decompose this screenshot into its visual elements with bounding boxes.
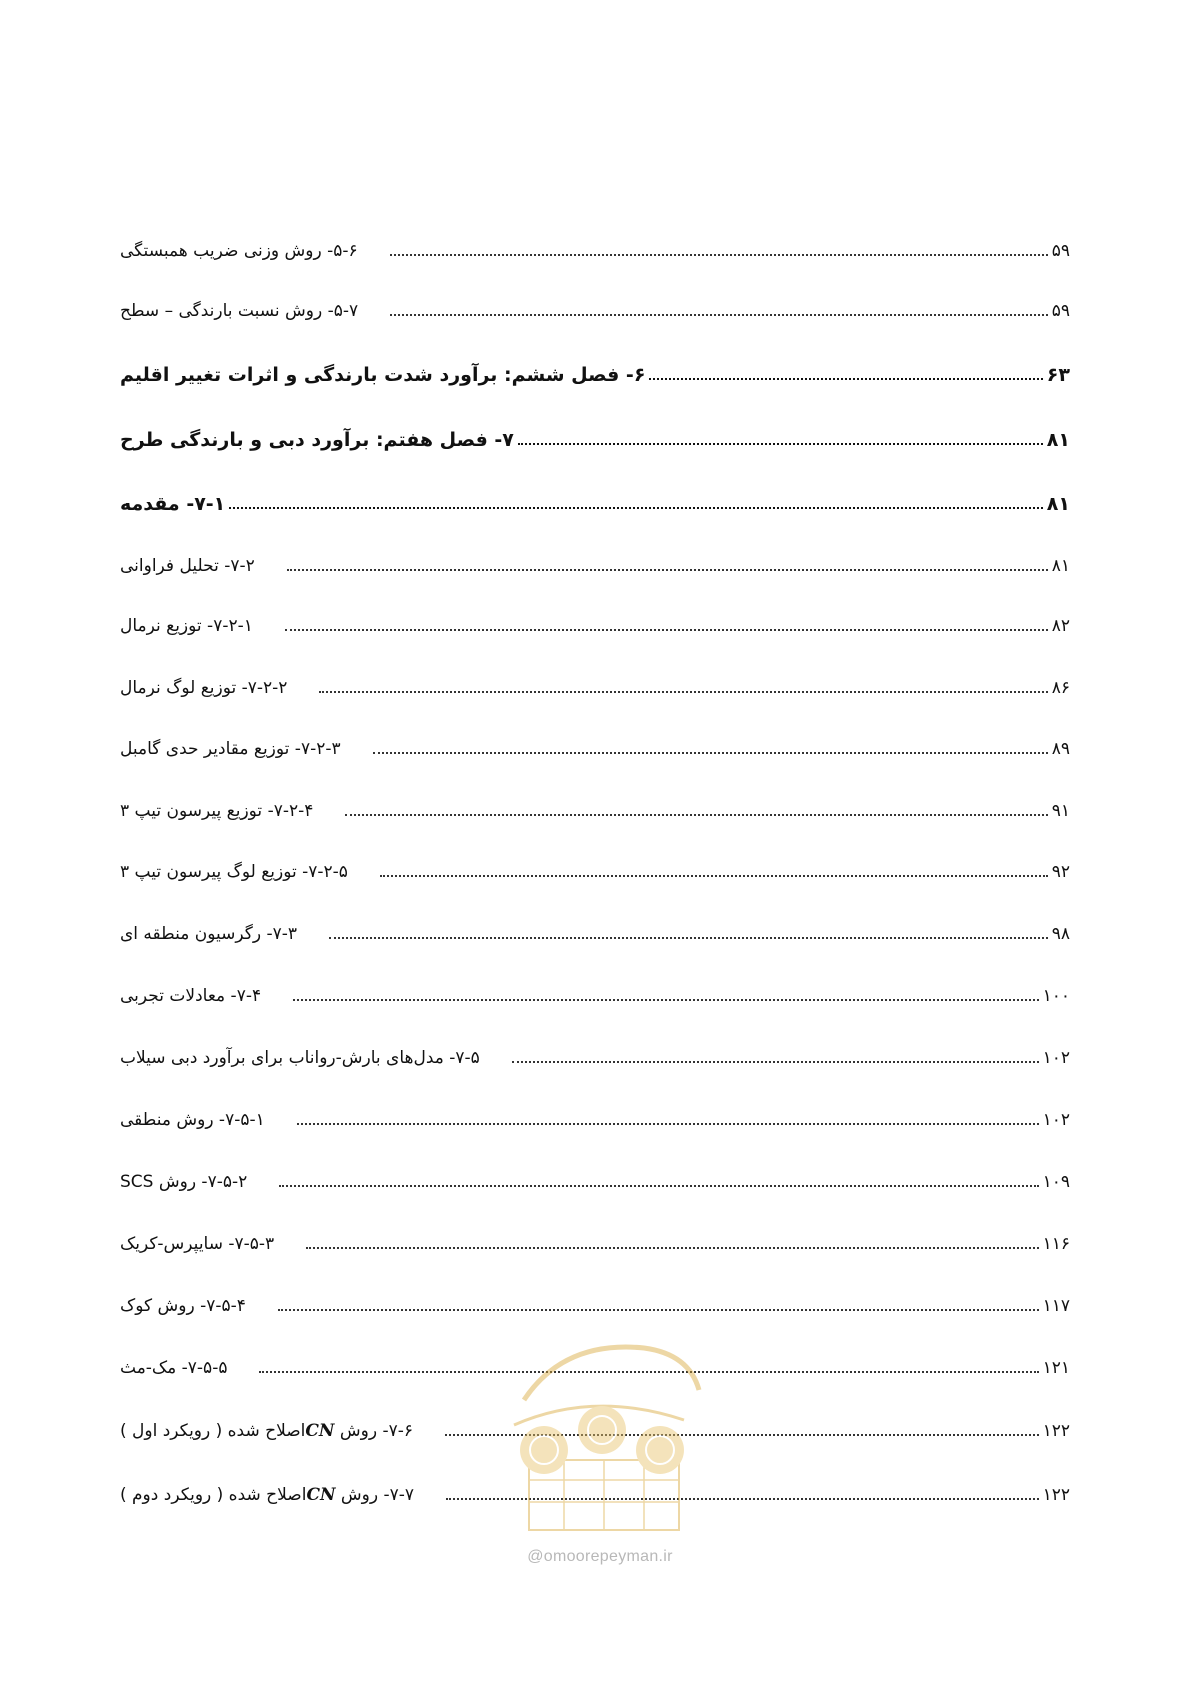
toc-entry-page: ۱۰۹ (1042, 1172, 1070, 1192)
toc-entry-page: ۸۲ (1051, 616, 1070, 636)
toc-entry[interactable] (118, 282, 1070, 322)
toc-entry-page: ۱۱۶ (1042, 1234, 1070, 1254)
dot-leader (306, 1247, 1038, 1249)
toc-entry-page: ۱۰۰ (1042, 986, 1070, 1006)
toc-entry[interactable] (118, 597, 1070, 637)
toc-entry-title: ۷-۲- تحلیل فراوانی (120, 556, 255, 576)
dot-leader (287, 569, 1048, 571)
dot-leader (285, 629, 1048, 631)
toc-entry-page: ۱۲۲ (1042, 1485, 1070, 1505)
toc-entry-title: ۷-۴- معادلات تجربی (120, 986, 262, 1006)
toc-entry[interactable] (118, 537, 1070, 577)
dot-leader (373, 752, 1048, 754)
toc-entry-page: ۱۲۲ (1042, 1421, 1070, 1441)
toc-entry[interactable] (118, 905, 1070, 945)
toc-entry-page: ۹۲ (1051, 862, 1070, 882)
toc-entry-title: ۷-۵-۲- روش SCS (120, 1172, 248, 1192)
toc-entry[interactable] (118, 967, 1070, 1007)
toc-entry-title: ۷- فصل هفتم: برآورد دبی و بارندگی طرح (120, 429, 514, 451)
toc-entry-title: ۷-۲-۳- توزیع مقادیر حدی گامبل (120, 739, 341, 759)
dot-leader (279, 1185, 1038, 1187)
dot-leader (390, 314, 1048, 316)
toc-entry-page: ۵۹ (1051, 301, 1070, 321)
toc-entry-chapter[interactable] (118, 346, 1070, 386)
toc-entry-page: ۱۰۲ (1042, 1048, 1070, 1068)
toc-entry-page: ۵۹ (1051, 241, 1070, 261)
toc-entry-title: ۶- فصل ششم: برآورد شدت بارندگی و اثرات تغییر اقلیم (120, 364, 646, 386)
toc-entry-title: ۷-۵- مدل‌های بارش-رواناب برای برآورد دبی سیلاب (120, 1048, 480, 1068)
toc-entry-page: ۸۶ (1051, 678, 1070, 698)
toc-entry-title: ۷-۷- روش CNاصلاح شده ( رویکرد دوم ) (120, 1485, 415, 1505)
toc-entry[interactable] (118, 1215, 1070, 1255)
watermark-logo (484, 1330, 719, 1540)
dot-leader (649, 378, 1042, 380)
toc-entry[interactable] (118, 843, 1070, 883)
toc-entry[interactable] (118, 1091, 1070, 1131)
toc-entry-page: ۸۱ (1051, 556, 1070, 576)
toc-entry[interactable] (118, 720, 1070, 760)
toc-entry-title: ۷-۲-۱- توزیع نرمال (120, 616, 253, 636)
toc-entry-title: ۷-۵-۳- سایپرس-کریک (120, 1234, 275, 1254)
watermark-url: @omoorepeyman.ir (527, 1548, 673, 1565)
toc-entry-title: ۷-۲-۵- توزیع لوگ پیرسون تیپ ۳ (120, 862, 348, 882)
toc-entry[interactable] (118, 222, 1070, 262)
toc-entry-title: ۷-۲-۲- توزیع لوگ نرمال (120, 678, 288, 698)
toc-entry-page: ۹۱ (1051, 801, 1070, 821)
toc-entry-page: ۸۹ (1051, 739, 1070, 759)
toc-entry[interactable] (118, 1153, 1070, 1193)
dot-leader (293, 999, 1039, 1001)
toc-entry-chapter[interactable] (118, 411, 1070, 451)
toc-entry[interactable] (118, 1029, 1070, 1069)
toc-entry-title: ۷-۵-۴- روش کوک (120, 1296, 246, 1316)
toc-entry[interactable] (118, 1277, 1070, 1317)
toc-entry-title: ۷-۵-۵- مک-مث (120, 1358, 228, 1378)
toc-entry-title: ۵-۶- روش وزنی ضریب همبستگی (120, 241, 358, 261)
dot-leader (380, 875, 1048, 877)
toc-entry-title: ۷-۲-۴- توزیع پیرسون تیپ ۳ (120, 801, 314, 821)
toc-entry-title: ۵-۷- روش نسبت بارندگی – سطح (120, 301, 359, 321)
dot-leader (390, 254, 1048, 256)
dot-leader (345, 814, 1047, 816)
toc-entry-page: ۸۱ (1046, 429, 1070, 451)
toc-entry[interactable] (118, 782, 1070, 822)
toc-entry-page: ۱۰۲ (1042, 1110, 1070, 1130)
toc-entry-title: ۷-۵-۱- روش منطقی (120, 1110, 265, 1130)
toc-entry-page: ۱۲۱ (1042, 1358, 1070, 1378)
toc-entry-page: ۱۱۷ (1042, 1296, 1070, 1316)
toc-entry-section[interactable] (118, 475, 1070, 515)
dot-leader (278, 1309, 1039, 1311)
toc-entry-title: ۷-۱- مقدمه (120, 493, 226, 515)
dot-leader (512, 1061, 1039, 1063)
toc-entry[interactable] (118, 659, 1070, 699)
toc-entry-title: ۷-۶- روش CNاصلاح شده ( رویکرد اول ) (120, 1421, 414, 1441)
dot-leader (319, 691, 1047, 693)
dot-leader (518, 443, 1043, 445)
dot-leader (229, 507, 1043, 509)
dot-leader (329, 937, 1048, 939)
toc-entry-title: ۷-۳- رگرسیون منطقه ای (120, 924, 297, 944)
dot-leader (297, 1123, 1039, 1125)
toc-entry-page: ۶۳ (1046, 364, 1070, 386)
toc-entry-page: ۸۱ (1046, 493, 1070, 515)
toc-entry-page: ۹۸ (1051, 924, 1070, 944)
